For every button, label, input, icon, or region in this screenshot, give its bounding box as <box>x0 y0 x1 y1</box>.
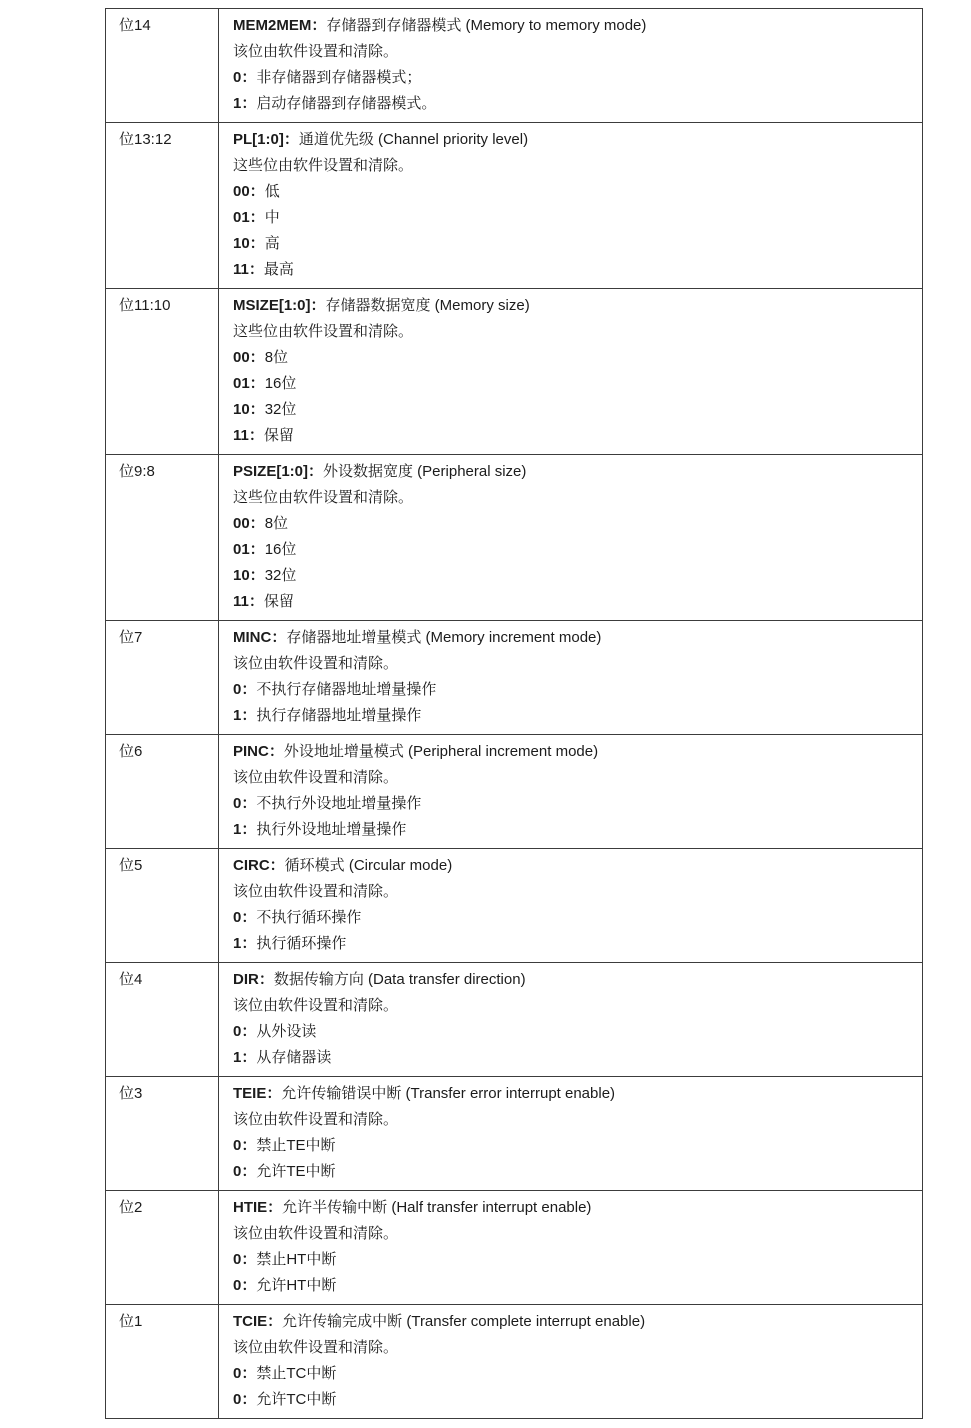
table-row <box>106 1305 923 1419</box>
value-prefix: 0： <box>233 909 257 926</box>
line-text: 这些位由软件设置和清除。 <box>233 489 414 506</box>
value-prefix: 1： <box>233 1049 257 1066</box>
description-line <box>233 791 912 817</box>
line-text: 该位由软件设置和清除。 <box>233 1225 399 1242</box>
register-bit-table-body <box>106 9 923 1419</box>
line-text: 该位由软件设置和清除。 <box>233 997 399 1014</box>
field-name: PL[1:0]： <box>233 131 299 148</box>
field-title: 允许传输错误中断 (Transfer error interrupt enable) <box>281 1085 616 1102</box>
description-line <box>233 931 912 957</box>
description-title <box>233 127 912 153</box>
table-row <box>106 963 923 1077</box>
field-name: PINC： <box>233 743 284 760</box>
value-prefix: 0： <box>233 1023 257 1040</box>
value-prefix: 1： <box>233 935 257 952</box>
field-title: 循环模式 (Circular mode) <box>284 857 453 874</box>
table-row <box>106 9 923 123</box>
value-prefix: 0： <box>233 69 257 86</box>
value-prefix: 11： <box>233 261 264 278</box>
line-text: 非存储器到存储器模式； <box>256 69 422 86</box>
value-prefix: 10： <box>233 235 265 252</box>
line-text: 从外设读 <box>256 1023 317 1040</box>
description-line <box>233 1387 912 1413</box>
table-row <box>106 1191 923 1305</box>
field-title: 允许半传输中断 (Half transfer interrupt enable) <box>282 1199 592 1216</box>
bit-label: 位7 <box>106 621 219 735</box>
description-line <box>233 153 912 179</box>
line-text: 32位 <box>264 567 297 584</box>
line-text: 16位 <box>264 375 297 392</box>
description-line <box>233 371 912 397</box>
line-text: 禁止TC中断 <box>256 1365 337 1382</box>
value-prefix: 11： <box>233 427 264 444</box>
description-line <box>233 589 912 615</box>
line-text: 32位 <box>264 401 297 418</box>
value-prefix: 01： <box>233 375 265 392</box>
table-row <box>106 849 923 963</box>
field-title: 存储器数据宽度 (Memory size) <box>325 297 530 314</box>
description-line <box>233 1361 912 1387</box>
description-line <box>233 537 912 563</box>
bit-label: 位6 <box>106 735 219 849</box>
description-line <box>233 1247 912 1273</box>
description-line <box>233 39 912 65</box>
description-line <box>233 1335 912 1361</box>
value-prefix: 1： <box>233 95 257 112</box>
description-title <box>233 967 912 993</box>
field-title: 数据传输方向 (Data transfer direction) <box>273 971 526 988</box>
value-prefix: 1： <box>233 707 257 724</box>
description-line <box>233 179 912 205</box>
description-line <box>233 993 912 1019</box>
description-line <box>233 1159 912 1185</box>
description-line <box>233 397 912 423</box>
value-prefix: 00： <box>233 515 265 532</box>
description-line <box>233 65 912 91</box>
value-prefix: 00： <box>233 349 265 366</box>
bit-label: 位4 <box>106 963 219 1077</box>
description-line <box>233 1045 912 1071</box>
line-text: 不执行存储器地址增量操作 <box>256 681 437 698</box>
line-text: 最高 <box>263 261 294 278</box>
description-title <box>233 459 912 485</box>
value-prefix: 10： <box>233 567 265 584</box>
description-title <box>233 1195 912 1221</box>
value-prefix: 0： <box>233 795 257 812</box>
bit-description <box>219 735 923 849</box>
line-text: 这些位由软件设置和清除。 <box>233 323 414 340</box>
bit-description <box>219 123 923 289</box>
description-title <box>233 853 912 879</box>
description-line <box>233 879 912 905</box>
value-prefix: 0： <box>233 1137 257 1154</box>
description-line <box>233 1221 912 1247</box>
bit-description <box>219 621 923 735</box>
table-row <box>106 123 923 289</box>
description-line <box>233 765 912 791</box>
description-line <box>233 1133 912 1159</box>
line-text: 该位由软件设置和清除。 <box>233 1111 399 1128</box>
table-row <box>106 621 923 735</box>
line-text: 执行外设地址增量操作 <box>256 821 407 838</box>
table-row <box>106 735 923 849</box>
register-bit-table <box>105 8 923 1419</box>
bit-description <box>219 963 923 1077</box>
field-name: MEM2MEM： <box>233 17 327 34</box>
line-text: 不执行外设地址增量操作 <box>256 795 422 812</box>
field-name: TCIE： <box>233 1313 283 1330</box>
field-title: 通道优先级 (Channel priority level) <box>298 131 529 148</box>
line-text: 8位 <box>264 515 289 532</box>
description-line <box>233 677 912 703</box>
line-text: 该位由软件设置和清除。 <box>233 1339 399 1356</box>
field-title: 存储器到存储器模式 (Memory to memory mode) <box>326 17 647 34</box>
description-line <box>233 511 912 537</box>
value-prefix: 0： <box>233 681 257 698</box>
value-prefix: 0： <box>233 1163 257 1180</box>
description-line <box>233 1273 912 1299</box>
description-line <box>233 205 912 231</box>
bit-label: 位2 <box>106 1191 219 1305</box>
bit-label: 位11:10 <box>106 289 219 455</box>
value-prefix: 0： <box>233 1365 257 1382</box>
line-text: 禁止TE中断 <box>256 1137 336 1154</box>
line-text: 16位 <box>264 541 297 558</box>
bit-label: 位14 <box>106 9 219 123</box>
line-text: 高 <box>264 235 280 252</box>
value-prefix: 01： <box>233 209 265 226</box>
table-row <box>106 455 923 621</box>
bit-label: 位13:12 <box>106 123 219 289</box>
line-text: 低 <box>264 183 280 200</box>
line-text: 启动存储器到存储器模式。 <box>256 95 437 112</box>
bit-label: 位3 <box>106 1077 219 1191</box>
line-text: 禁止HT中断 <box>256 1251 337 1268</box>
line-text: 8位 <box>264 349 289 366</box>
line-text: 该位由软件设置和清除。 <box>233 769 399 786</box>
description-line <box>233 319 912 345</box>
table-row <box>106 289 923 455</box>
value-prefix: 0： <box>233 1251 257 1268</box>
field-name: TEIE： <box>233 1085 282 1102</box>
value-prefix: 1： <box>233 821 257 838</box>
description-line <box>233 345 912 371</box>
field-name: DIR： <box>233 971 274 988</box>
bit-description <box>219 455 923 621</box>
bit-description <box>219 9 923 123</box>
description-line <box>233 563 912 589</box>
description-line <box>233 91 912 117</box>
description-title <box>233 13 912 39</box>
line-text: 这些位由软件设置和清除。 <box>233 157 414 174</box>
description-line <box>233 231 912 257</box>
description-line <box>233 651 912 677</box>
description-line <box>233 485 912 511</box>
bit-label: 位1 <box>106 1305 219 1419</box>
line-text: 保留 <box>263 427 294 444</box>
description-title <box>233 739 912 765</box>
line-text: 保留 <box>263 593 294 610</box>
value-prefix: 0： <box>233 1277 257 1294</box>
field-name: MINC： <box>233 629 287 646</box>
line-text: 允许TC中断 <box>256 1391 337 1408</box>
line-text: 该位由软件设置和清除。 <box>233 883 399 900</box>
value-prefix: 11： <box>233 593 264 610</box>
field-name: HTIE： <box>233 1199 283 1216</box>
line-text: 从存储器读 <box>256 1049 332 1066</box>
bit-label: 位5 <box>106 849 219 963</box>
line-text: 执行循环操作 <box>256 935 347 952</box>
bit-description <box>219 1305 923 1419</box>
description-line <box>233 905 912 931</box>
bit-description <box>219 849 923 963</box>
field-title: 外设地址增量模式 (Peripheral increment mode) <box>283 743 599 760</box>
line-text: 允许TE中断 <box>256 1163 336 1180</box>
value-prefix: 01： <box>233 541 265 558</box>
field-name: PSIZE[1:0]： <box>233 463 324 480</box>
line-text: 执行存储器地址增量操作 <box>256 707 422 724</box>
description-line <box>233 817 912 843</box>
field-title: 外设数据宽度 (Peripheral size) <box>323 463 527 480</box>
field-name: CIRC： <box>233 857 285 874</box>
line-text: 该位由软件设置和清除。 <box>233 655 399 672</box>
value-prefix: 00： <box>233 183 265 200</box>
description-line <box>233 1107 912 1133</box>
description-title <box>233 1081 912 1107</box>
description-line <box>233 703 912 729</box>
value-prefix: 10： <box>233 401 265 418</box>
line-text: 不执行循环操作 <box>256 909 362 926</box>
description-line <box>233 257 912 283</box>
bit-description <box>219 289 923 455</box>
field-title: 允许传输完成中断 (Transfer complete interrupt enable) <box>282 1313 646 1330</box>
bit-description <box>219 1077 923 1191</box>
line-text: 中 <box>264 209 280 226</box>
line-text: 允许HT中断 <box>256 1277 337 1294</box>
field-title: 存储器地址增量模式 (Memory increment mode) <box>286 629 602 646</box>
value-prefix: 0： <box>233 1391 257 1408</box>
description-title <box>233 1309 912 1335</box>
description-title <box>233 625 912 651</box>
bit-label: 位9:8 <box>106 455 219 621</box>
line-text: 该位由软件设置和清除。 <box>233 43 399 60</box>
field-name: MSIZE[1:0]： <box>233 297 326 314</box>
description-line <box>233 423 912 449</box>
bit-description <box>219 1191 923 1305</box>
table-row <box>106 1077 923 1191</box>
description-line <box>233 1019 912 1045</box>
description-title <box>233 293 912 319</box>
